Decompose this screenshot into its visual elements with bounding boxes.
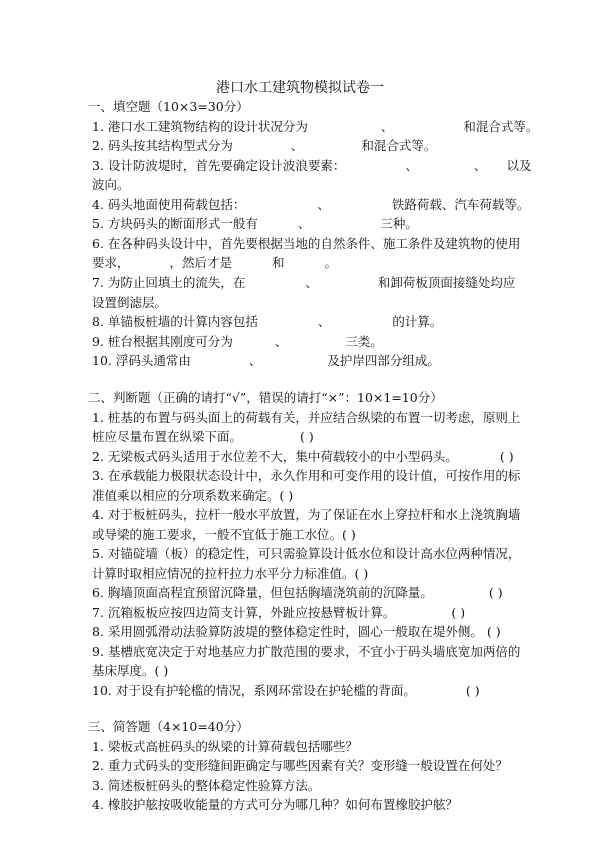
s1-q7-text-b: 、: [305, 275, 318, 290]
s1-q4-text-c: 铁路荷载、汽车荷载等。: [391, 197, 530, 212]
s2-q4-continuation: [92, 526, 356, 544]
s1-q4-text-b: 、: [317, 197, 330, 212]
s2-q1-cont-text: 桩应尽量布置在纵梁下面。: [92, 429, 243, 444]
s2-question-9: 9. 基槽底宽决定于对地基应力扩散范围的要求，不宜小于码头墙底宽加两倍的: [92, 644, 521, 659]
s2-q9-continuation: [92, 662, 168, 680]
s1-q1-text-a: 1. 港口水工建筑物结构的设计状况分为: [92, 119, 308, 134]
s3-question-4: 4. 橡胶护舷按吸收能量的方式可分为哪几种？如何布置橡胶护舷？: [92, 797, 458, 812]
s1-q3-text-a: 3. 设计防波堤时，首先要确定设计波浪要素：: [92, 158, 346, 173]
s2-q1-continuation: [92, 428, 314, 446]
s1-q6-cont-a: 要求，: [92, 255, 130, 270]
s1-q6-cont-d: 。: [324, 255, 338, 270]
s2-q6-answer-paren: ( ): [488, 585, 503, 600]
s1-q3-text-d: 以及: [506, 158, 532, 173]
s1-q5-text-a: 5. 方块码头的断面形式一般有: [92, 216, 258, 231]
s1-q9-text-c: 三类。: [345, 334, 383, 349]
s1-q9-text-b: 、: [274, 334, 288, 349]
s2-q9-cont-text: 基床厚度。: [92, 663, 155, 678]
s1-q2-text-c: 和混合式等。: [361, 138, 437, 153]
s1-question-6: [92, 235, 520, 253]
s2-question-6: [92, 584, 503, 602]
s2-q8-text: 8. 采用圆弧滑动法验算防波堤的整体稳定性时，圆心一般取在堤外侧。: [92, 624, 483, 639]
s1-question-10: [92, 352, 440, 370]
s2-q4-answer-paren: ( ): [342, 527, 356, 542]
s1-q5-text-b: 、: [297, 216, 311, 231]
s2-q8-answer-paren: ( ): [486, 624, 501, 639]
s1-q3-text-c: 、: [473, 158, 487, 173]
s1-q9-text-a: 9. 桩台根据其刚度可分为: [92, 334, 233, 349]
s2-question-2: [92, 448, 514, 466]
s1-q8-text-b: 、: [317, 314, 331, 329]
s1-q6-cont-b: ，然后才是: [169, 255, 233, 270]
exam-title: 港口水工建筑物模拟试卷一: [216, 80, 384, 96]
s1-question-5: [92, 215, 418, 233]
s1-q7-continuation: 设置倒滤层。: [92, 295, 168, 310]
s1-q8-text-a: 8. 单锚板桩墙的计算内容包括: [92, 314, 258, 329]
s1-q3-continuation: 波向。: [92, 177, 130, 192]
s2-question-4: 4. 对于板桩码头，拉杆一般水平放置，为了保证在水上穿拉杆和水上浇筑胸墙: [92, 507, 521, 522]
s1-q6-text-a: 6. 在各种码头设计中，首先要根据当地的自然条件、施工条件及建筑物的使用: [92, 236, 521, 251]
s1-q10-text-b: 、: [248, 353, 262, 368]
s2-q3-cont-text: 准值乘以相应的分项系数来确定。: [92, 488, 280, 503]
section3-heading: 三、简答题（4×10=40分）: [88, 719, 249, 734]
s1-question-3: [92, 157, 531, 175]
s1-q7-text-a: 7. 为防止回填土的流失，在: [92, 275, 246, 290]
section2-heading: 二、判断题（正确的请打“√”，错误的请打“×”：10×1=10分）: [88, 390, 443, 405]
s1-q1-text-c: 和混合式等。: [463, 119, 539, 134]
s1-question-4: [92, 196, 529, 214]
s1-q5-text-c: 三种。: [380, 216, 418, 231]
s2-q2-answer-paren: ( ): [499, 449, 514, 464]
s2-q3-continuation: [92, 487, 293, 505]
s2-question-5: 5. 对锚碇墙（板）的稳定性，可只需验算设计低水位和设计高水位两种情况，: [92, 546, 521, 561]
s1-question-1: [92, 118, 538, 136]
s2-q1-answer-paren: ( ): [300, 429, 314, 444]
s1-question-7: [92, 274, 515, 292]
s2-q10-answer-paren: ( ): [465, 683, 480, 698]
s2-q7-text: 7. 沉箱板板应按四边简支计算，外趾应按悬臂板计算。: [92, 605, 396, 620]
s1-question-9: [92, 333, 383, 351]
s2-q7-answer-paren: ( ): [451, 605, 466, 620]
s3-question-3: 3. 简述板桩码头的整体稳定性验算方法。: [92, 778, 321, 793]
s1-q2-text-a: 2. 码头按其结构型式分为: [92, 138, 233, 153]
s1-q7-text-c: 和卸荷板顶面接缝处均应: [377, 275, 516, 290]
s2-question-1: 1. 桩基的布置与码头面上的荷载有关，并应结合纵梁的布置一切考虑，原则上: [92, 410, 521, 425]
s1-question-2: [92, 137, 436, 155]
s3-question-2: 2. 重力式码头的变形缝间距确定与哪些因素有关？变形缝一般设置在何处？: [92, 758, 508, 773]
s1-q8-text-c: 的计算。: [392, 314, 443, 329]
s2-q4-cont-text: 或导梁的施工要求，一般不宜低于施工水位。: [92, 527, 343, 542]
s1-q4-text-a: 4. 码头地面使用荷载包括：: [92, 197, 246, 212]
s2-question-10: [92, 682, 480, 700]
s2-question-3: 3. 在承载能力极限状态设计中，永久作用和可变作用的设计值，可按作用的标: [92, 468, 521, 483]
s3-question-1: 1. 梁板式高桩码头的纵梁的计算荷载包括哪些？: [92, 739, 358, 754]
s2-q2-text: 2. 无梁板式码头适用于水位差不大，集中荷载较小的中小型码头。: [92, 449, 458, 464]
s1-q10-text-c: 及护岸四部分组成。: [327, 353, 440, 368]
s1-q1-text-b: 、: [380, 119, 394, 134]
s1-q2-text-b: 、: [290, 138, 304, 153]
s2-q6-text: 6. 胸墙顶面高程宜预留沉降量，但包括胸墙浇筑前的沉降量。: [92, 585, 433, 600]
s1-q6-cont-c: 和: [272, 255, 285, 270]
s1-q10-text-a: 10. 浮码头通常由: [92, 353, 191, 368]
s2-question-8: [92, 623, 501, 641]
s2-q9-answer-paren: ( ): [154, 663, 169, 678]
section1-heading: 一、填空题（10×3=30分）: [88, 99, 249, 114]
s2-q5-continuation: [92, 565, 368, 583]
s2-q10-text: 10. 对于设有护轮槛的情况，系网环常设在护轮槛的背面。: [92, 683, 416, 698]
s1-q3-text-b: 、: [405, 158, 418, 173]
s2-q5-answer-paren: ( ): [354, 566, 369, 581]
s2-q3-answer-paren: ( ): [279, 488, 294, 503]
s2-q5-cont-text: 计算时取相应情况的拉杆拉力水平分力标准值。: [92, 566, 355, 581]
s1-q6-continuation: [92, 254, 337, 272]
s2-question-7: [92, 604, 465, 622]
s1-question-8: [92, 313, 442, 331]
